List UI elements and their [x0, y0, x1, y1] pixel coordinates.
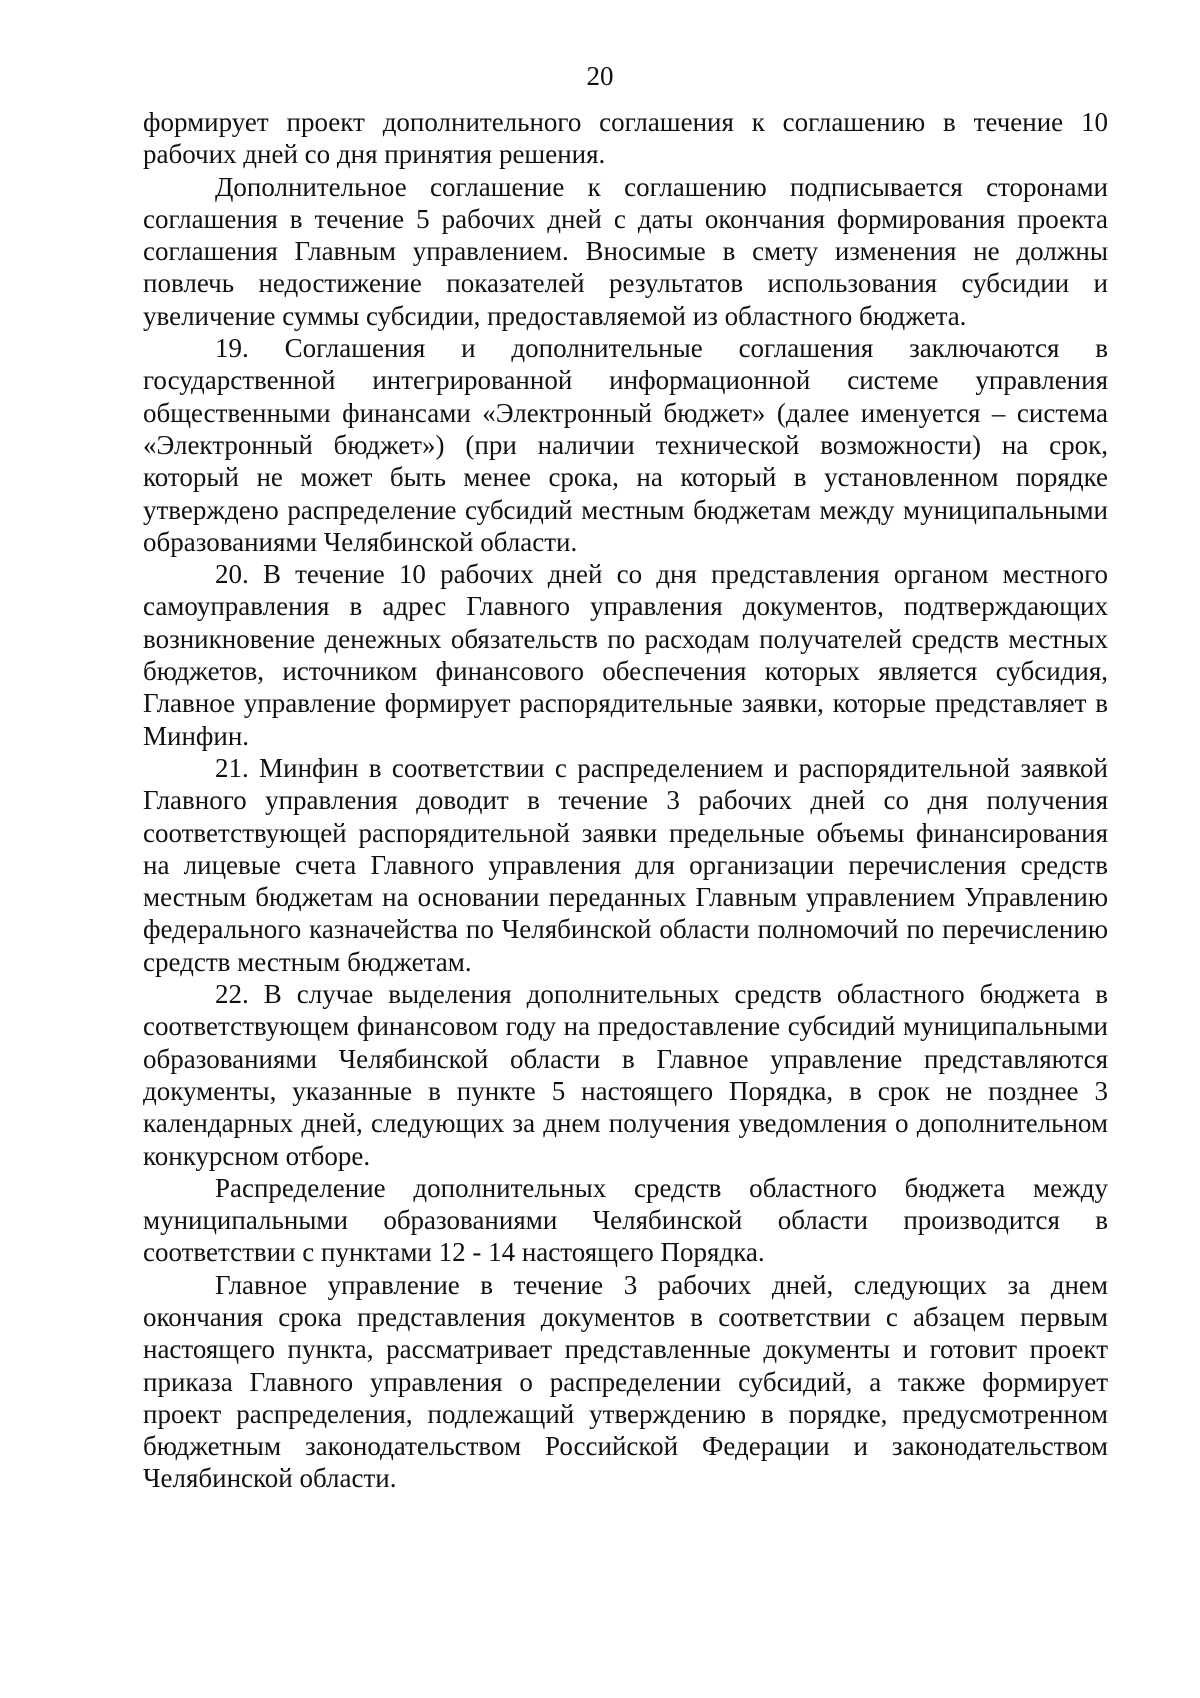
paragraph-continuation: формирует проект дополнительного соглашения к соглашению в течение 10 рабочих дней со дня принятия решения. [143, 107, 1108, 170]
paragraph-item-20: 20. В течение 10 рабочих дней со дня представления органом местного самоуправления в адрес Главного управления документов, подтверждающих возникновение денежных обязательств по расходам получателей средств местных бюджетов, источником финансового обеспечения которых является субсидия, Главное управление формирует распорядительные заявки, которые представляет в Минфин. [143, 559, 1108, 751]
paragraph-item-22: 22. В случае выделения дополнительных средств областного бюджета в соответствующем финансовом году на предоставление субсидий муниципальными образованиями Челябинской области в Главное управление представляются документы, указанные в пункте 5 настоящего Порядка, в срок не позднее 3 календарных дней, следующих за днем получения уведомления о дополнительном конкурсном отборе. [143, 979, 1108, 1171]
document-body [143, 106, 1108, 1495]
paragraph-additional-agreement-signing: Дополнительное соглашение к соглашению подписывается сторонами соглашения в течение 5 рабочих дней с даты окончания формирования проекта соглашения Главным управлением. Вносимые в смету изменения не должны повлечь недостижение показателей результатов использования субсидии и увеличение суммы субсидии, предоставляемой из областного бюджета. [143, 171, 1108, 331]
paragraph-main-directorate-review: Главное управление в течение 3 рабочих дней, следующих за днем окончания срока представления документов в соответствии с абзацем первым настоящего пункта, рассматривает представленные документы и готовит проект приказа Главного управления о распределении субсидий, а также формирует проект распределения, подлежащий утверждению в порядке, предусмотренном бюджетным законодательством Российской Федерации и законодательством Челябинской области. [143, 1269, 1108, 1494]
page-number: 20 [586, 61, 614, 91]
paragraph-additional-funds-distribution: Распределение дополнительных средств областного бюджета между муниципальными образованиями Челябинской области производится в соответствии с пунктами 12 - 14 настоящего Порядка. [143, 1172, 1108, 1268]
paragraph-item-21: 21. Минфин в соответствии с распределением и распорядительной заявкой Главного управления доводит в течение 3 рабочих дней со дня получения соответствующей распорядительной заявки предельные объемы финансирования на лицевые счета Главного управления для организации перечисления средств местным бюджетам на основании переданных Главным управлением Управлению федерального казначейства по Челябинской области полномочий по перечислению средств местным бюджетам. [143, 752, 1108, 977]
paragraph-item-19: 19. Соглашения и дополнительные соглашения заключаются в государственной интегрированной информационной системе управления общественными финансами «Электронный бюджет» (далее именуется – система «Электронный бюджет») (при наличии технической возможности) на срок, который не может быть менее срока, на который в установленном порядке утверждено распределение субсидий местным бюджетам между муниципальными образованиями Челябинской области. [143, 333, 1108, 557]
